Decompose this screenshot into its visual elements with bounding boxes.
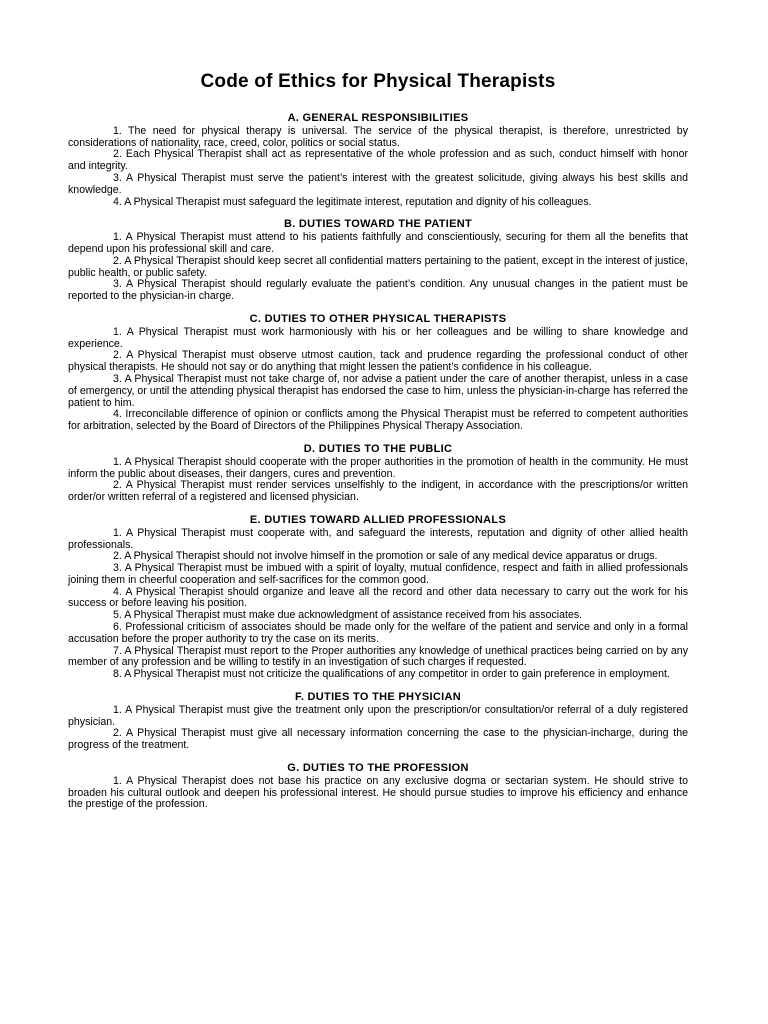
section-heading: B. DUTIES TOWARD THE PATIENT	[283, 218, 473, 231]
section-item: 1. A Physical Therapist must attend to his patients faithfully and conscientiously, securing for them all the benefits that depend upon his professional skill and care.	[68, 231, 688, 255]
section-item: 8. A Physical Therapist must not criticize the qualifications of any competitor in order to gain preference in employment.	[113, 668, 670, 681]
section-heading: G. DUTIES TO THE PROFESSION	[287, 762, 469, 775]
section-item: 2. A Physical Therapist should not involve himself in the promotion or sale of any medical device apparatus or drugs.	[113, 550, 658, 563]
section-heading: F. DUTIES TO THE PHYSICIAN	[295, 691, 461, 704]
section-heading: E. DUTIES TOWARD ALLIED PROFESSIONALS	[249, 513, 507, 526]
section-item: 3. A Physical Therapist should regularly evaluate the patient’s condition. Any unusual changes in the patient must be reported to the physician-in charge.	[68, 278, 688, 303]
section-item: 1. A Physical Therapist should cooperate with the proper authorities in the promotion of health in the community. He must inform the public about diseases, their dangers, cures and prevention.	[68, 455, 688, 480]
section-heading: D. DUTIES TO THE PUBLIC	[303, 442, 453, 455]
document-title: Code of Ethics for Physical Therapists	[200, 71, 556, 92]
section-heading: A. GENERAL RESPONSIBILITIES	[287, 112, 469, 124]
section-item: 1. The need for physical therapy is universal. The service of the physical therapist, is therefore, unrestricted by considerations of nationality, race, creed, color, politics or social status.	[68, 124, 688, 149]
section-item: 2. A Physical Therapist must render services unselfishly to the indigent, in accordance with the prescriptions/or written order/or written referral of a registered and licensed physician.	[68, 479, 688, 504]
section	[68, 763, 688, 811]
section-item: 2. A Physical Therapist must observe utmost caution, tack and prudence regarding the professional conduct of other physical therapists. He should not say or do anything that might lessen the patient’s confidence in his colleague.	[68, 349, 688, 374]
section-item: 3. A Physical Therapist must serve the patient’s interest with the greatest solicitude, giving always his best skills and knowledge.	[68, 171, 688, 196]
section	[68, 219, 688, 303]
section-item: 1. A Physical Therapist must cooperate with, and safeguard the interests, reputation and dignity of other allied health professionals.	[68, 526, 688, 551]
section	[68, 314, 688, 433]
section	[68, 692, 688, 752]
section	[68, 515, 688, 681]
section-item: 4. A Physical Therapist must safeguard the legitimate interest, reputation and dignity of his colleagues.	[113, 195, 592, 208]
section-item: 6. Professional criticism of associates should be made only for the welfare of the patient and service and only in a formal accusation before the proper authority to try the case on its merits.	[68, 621, 688, 645]
section-item: 3. A Physical Therapist must be imbued with a spirit of loyalty, mutual confidence, respect and faith in allied professionals joining them in cheerful cooperation and self-sacrifices for the common good.	[68, 562, 688, 586]
section-item: 2. Each Physical Therapist shall act as representative of the whole profession and as such, conduct himself with honor and integrity.	[68, 148, 688, 173]
section-item: 1. A Physical Therapist must give the treatment only upon the prescription/or consultation/or referral of a duly registered physician.	[68, 703, 688, 728]
section	[68, 444, 688, 504]
section-item: 5. A Physical Therapist must make due acknowledgment of assistance received from his associates.	[113, 609, 583, 622]
section-item: 4. A Physical Therapist should organize and leave all the record and other data necessary to carry out the work for his success or before leaving his position.	[68, 585, 688, 610]
document-body	[68, 113, 688, 811]
section-item: 3. A Physical Therapist must not take charge of, nor advise a patient under the care of another therapist, unless in a case of emergency, or until the attending physical therapist has endorsed the case to him, unless the physician-in-charge has referred the patient to him.	[68, 372, 688, 409]
section-heading: C. DUTIES TO OTHER PHYSICAL THERAPISTS	[249, 312, 507, 325]
section-item: 1. A Physical Therapist does not base his practice on any exclusive dogma or sectarian system. He should strive to broaden his cultural outlook and deepen his professional interest. He should pursue studies to improve his efficiency and enhance the prestige of the profession.	[68, 774, 688, 811]
section-item: 7. A Physical Therapist must report to the Proper authorities any knowledge of unethical practices being carried on by any member of any profession and be willing to testify in an investigation of such charges if requested.	[68, 644, 688, 669]
section	[68, 113, 688, 208]
section-item: 1. A Physical Therapist must work harmoniously with his or her colleagues and be willing to share knowledge and experience.	[68, 325, 688, 350]
section-item: 2. A Physical Therapist should keep secret all confidential matters pertaining to the patient, except in the interest of justice, public health, or public safety.	[68, 254, 688, 279]
section-item: 4. Irreconcilable difference of opinion or conflicts among the Physical Therapist must be referred to competent authorities for arbitration, selected by the Board of Directors of the Philippines Physical Therapy Association.	[68, 408, 688, 433]
section-item: 2. A Physical Therapist must give all necessary information concerning the case to the physician-incharge, during the progress of the treatment.	[68, 727, 688, 752]
